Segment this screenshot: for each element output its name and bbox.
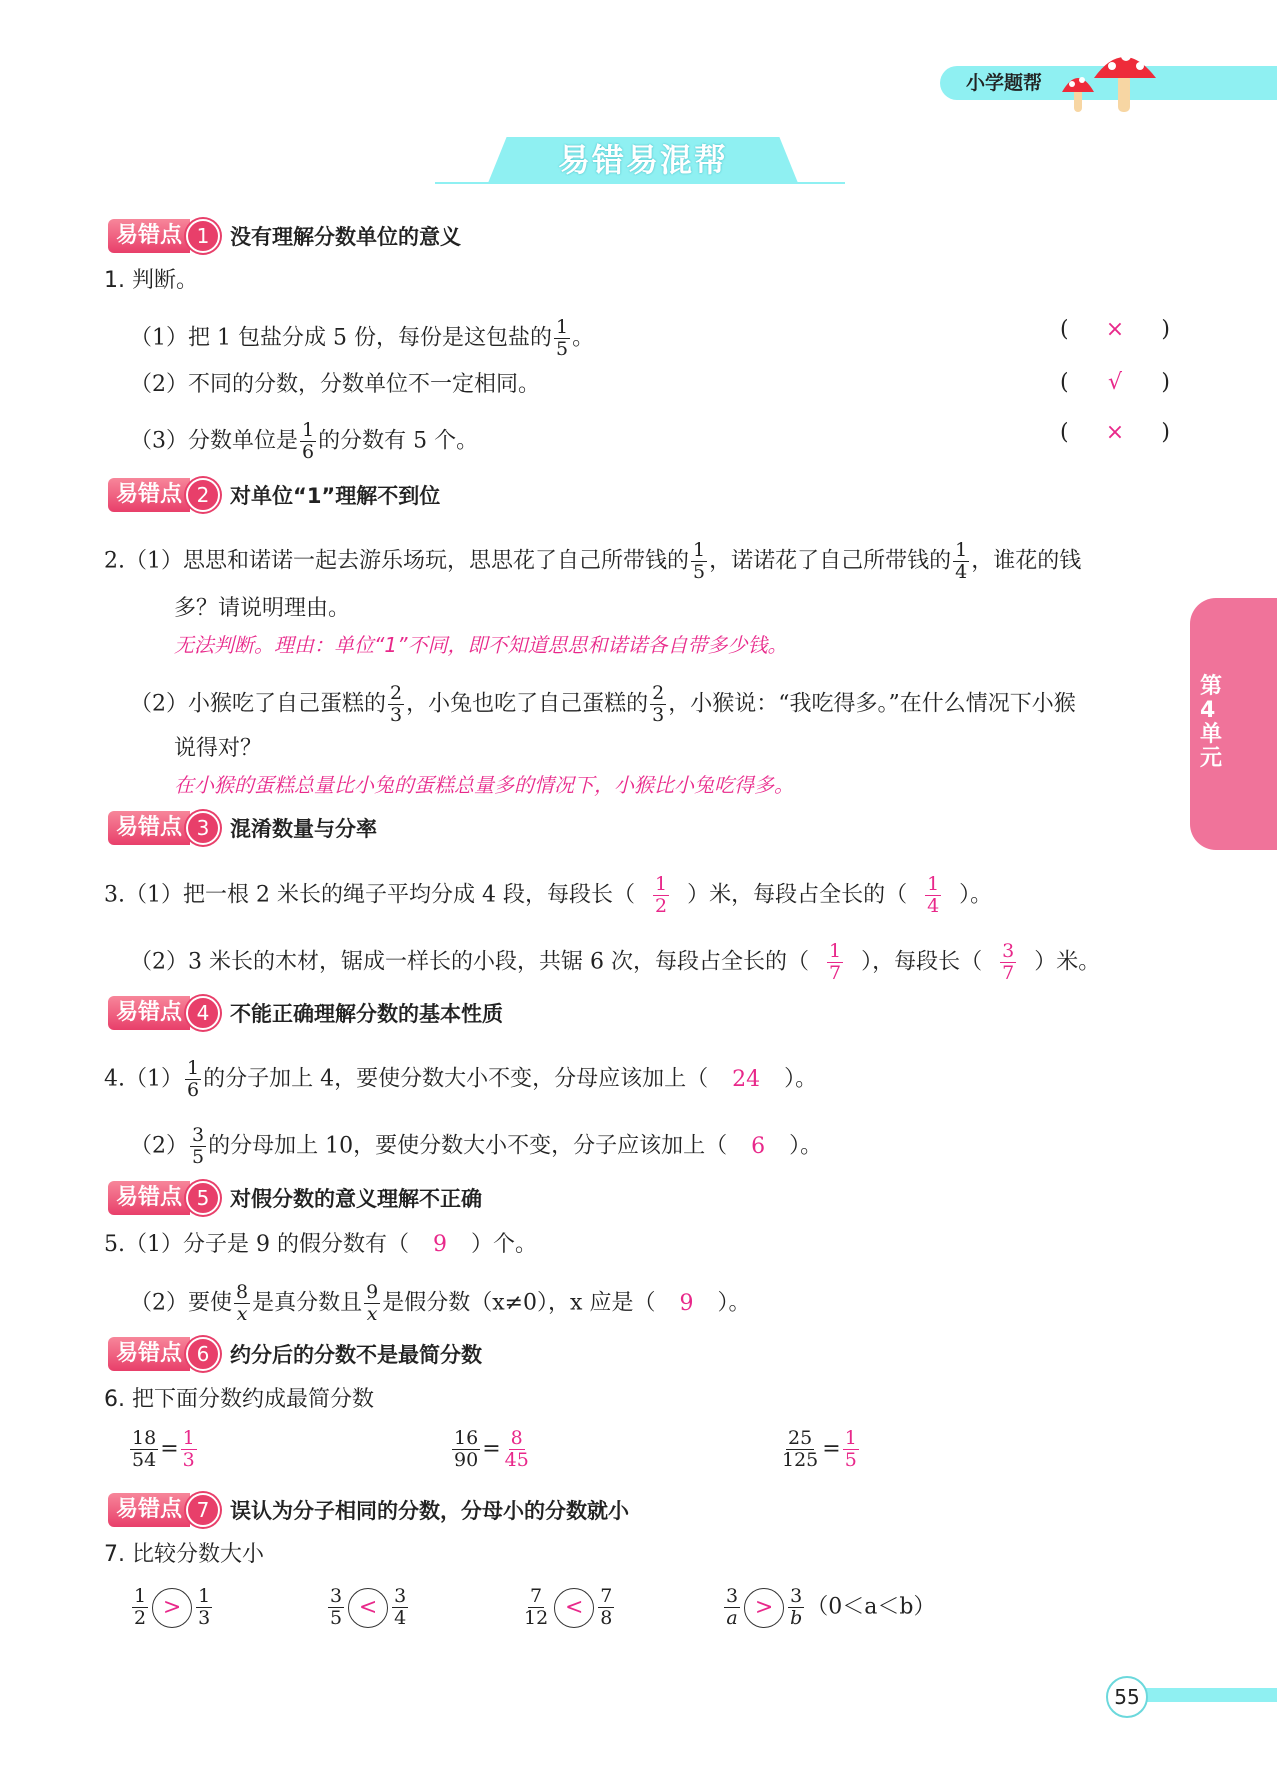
q7-item-4: $\frac{3}{a}$ > $\frac{3}{b}$ （0＜a＜b） bbox=[726, 1585, 936, 1629]
error-point-3 bbox=[108, 811, 377, 845]
q2-answer-1: 无法判断。理由：单位“1”不同，即不知道思思和诺诺各自带多少钱。 bbox=[174, 633, 788, 657]
q2-answer-2: 在小猴的蛋糕总量比小兔的蛋糕总量多的情况下，小猴比小兔吃得多。 bbox=[174, 773, 794, 797]
q1-answer-2: ( √ ) bbox=[1060, 370, 1170, 395]
page-number-bar bbox=[1130, 1688, 1277, 1702]
error-point-number: 7 bbox=[186, 1493, 220, 1527]
error-point-title: 误认为分子相同的分数，分母小的分数就小 bbox=[230, 1499, 630, 1523]
brand-label: 小学题帮 bbox=[966, 72, 1043, 94]
q6-heading: 6. 把下面分数约成最简分数 bbox=[104, 1387, 374, 1412]
q2-part-1: 2.（1）思思和诺诺一起去游乐场玩，思思花了自己所带钱的 $\frac{1}{5}$ ，诺诺花了自己所带钱的 $\frac{1}{4}$ ，谁花的钱 bbox=[104, 539, 1082, 583]
page-title: 易错易混帮 bbox=[557, 141, 728, 179]
q1-item-3: （3）分数单位是 $\frac{1}{6}$ 的分数有 5 个。 bbox=[130, 419, 479, 463]
error-point-title: 不能正确理解分数的基本性质 bbox=[230, 1002, 504, 1026]
q6-item-3: $\frac{25}{125}$ = $\frac{1}{5}$ bbox=[782, 1427, 857, 1471]
error-point-7 bbox=[108, 1493, 629, 1527]
q2-part-2: （2）小猴吃了自己蛋糕的 $\frac{2}{3}$ ，小兔也吃了自己蛋糕的 $\frac{2}{3}$ ，小猴说：“我吃得多。”在什么情况下小猴 bbox=[130, 682, 1076, 726]
error-point-label: 易错点 bbox=[108, 1493, 190, 1527]
error-point-number: 1 bbox=[186, 219, 220, 253]
error-point-label: 易错点 bbox=[108, 219, 190, 253]
error-point-5 bbox=[108, 1181, 482, 1215]
error-point-title: 混淆数量与分率 bbox=[230, 817, 378, 841]
error-point-label: 易错点 bbox=[108, 1181, 190, 1215]
page-number: 55 bbox=[1106, 1676, 1148, 1718]
error-point-number: 6 bbox=[186, 1337, 220, 1371]
q2-part-2-line2: 说得对？ bbox=[174, 736, 263, 761]
q5-part-1: 5.（1）分子是 9 的假分数有（ 9 ）个。 bbox=[104, 1232, 537, 1257]
q7-item-2: $\frac{3}{5}$ < $\frac{3}{4}$ bbox=[330, 1585, 407, 1629]
error-point-1 bbox=[108, 219, 461, 253]
q3-part-2: （2）3 米长的木材，锯成一样长的小段，共锯 6 次，每段占全长的（ $\frac{1}{7}$ ），每段长（ $\frac{3}{7}$ ）米。 bbox=[130, 940, 1101, 984]
q1-heading: 1. 判断。 bbox=[104, 268, 198, 293]
q1-item-1: （1）把 1 包盐分成 5 份，每份是这包盐的 $\frac{1}{5}$ 。 bbox=[130, 316, 595, 360]
error-point-title: 没有理解分数单位的意义 bbox=[230, 225, 462, 249]
q7-heading: 7. 比较分数大小 bbox=[104, 1542, 264, 1567]
error-point-label: 易错点 bbox=[108, 1337, 190, 1371]
q4-part-1: 4.（1） $\frac{1}{6}$ 的分子加上 4，要使分数大小不变，分母应该加上（ 24 ）。 bbox=[104, 1057, 818, 1101]
error-point-number: 2 bbox=[186, 478, 220, 512]
q2-part-1-line2: 多？请说明理由。 bbox=[174, 596, 351, 621]
error-point-2 bbox=[108, 478, 440, 512]
error-point-title: 对假分数的意义理解不正确 bbox=[230, 1187, 483, 1211]
q3-part-1: 3.（1）把一根 2 米长的绳子平均分成 4 段，每段长（ $\frac{1}{2}$ ）米，每段占全长的（ $\frac{1}{4}$ ）。 bbox=[104, 873, 993, 917]
error-point-label: 易错点 bbox=[108, 478, 190, 512]
error-point-label: 易错点 bbox=[108, 811, 190, 845]
q7-item-3: $\frac{7}{12}$ < $\frac{7}{8}$ bbox=[524, 1585, 613, 1629]
error-point-title: 对单位“1”理解不到位 bbox=[230, 484, 441, 508]
error-point-4 bbox=[108, 996, 503, 1030]
unit-label: 第4单元 bbox=[1200, 674, 1223, 771]
q5-part-2: （2）要使 $\frac{8}{x}$ 是真分数且 $\frac{9}{x}$ 是假分数（x≠0），x 应是（ 9 ）。 bbox=[130, 1281, 751, 1325]
error-point-title: 约分后的分数不是最简分数 bbox=[230, 1343, 483, 1367]
mushroom-icon bbox=[1060, 44, 1160, 116]
error-point-number: 4 bbox=[186, 996, 220, 1030]
q4-part-2: （2） $\frac{3}{5}$ 的分母加上 10，要使分数大小不变，分子应该加上（ 6 ）。 bbox=[130, 1124, 823, 1168]
error-point-number: 3 bbox=[186, 811, 220, 845]
q6-item-2: $\frac{16}{90}$ = $\frac{8}{45}$ bbox=[454, 1427, 529, 1471]
q1-item-2: （2）不同的分数，分数单位不一定相同。 bbox=[130, 372, 540, 397]
q7-item-1: $\frac{1}{2}$ > $\frac{1}{3}$ bbox=[134, 1585, 211, 1629]
error-point-number: 5 bbox=[186, 1181, 220, 1215]
error-point-6 bbox=[108, 1337, 482, 1371]
q1-answer-3: ( × ) bbox=[1060, 420, 1170, 445]
q6-item-1: $\frac{18}{54}$ = $\frac{1}{3}$ bbox=[132, 1427, 195, 1471]
error-point-label: 易错点 bbox=[108, 996, 190, 1030]
q1-answer-1: ( × ) bbox=[1060, 317, 1170, 342]
